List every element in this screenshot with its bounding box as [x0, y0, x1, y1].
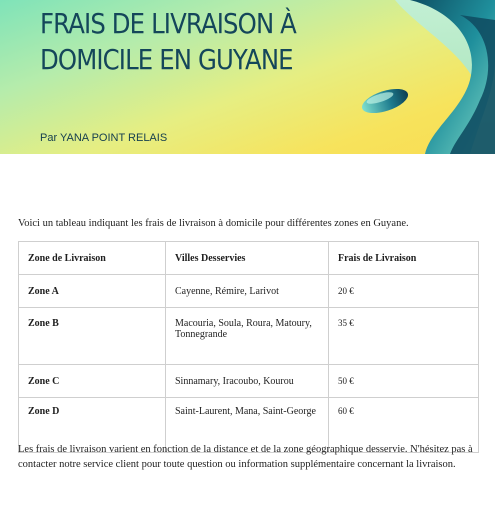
cities-cell: Cayenne, Rémire, Larivot [166, 275, 329, 308]
page-title-line-2: DOMICILE EN GUYANE [40, 43, 293, 76]
header-banner [0, 0, 495, 154]
cities-cell: Macouria, Soula, Roura, Matoury, Tonnegrande [166, 308, 329, 365]
zone-cell: Zone B [19, 308, 166, 365]
table-row [19, 365, 479, 398]
fee-cell: 35 € [329, 308, 479, 365]
fee-cell: 50 € [329, 365, 479, 398]
cities-cell: Saint-Laurent, Mana, Saint-George [166, 398, 329, 453]
header-cities: Villes Desservies [166, 242, 329, 275]
delivery-fees-table [18, 241, 479, 453]
cities-cell: Sinnamary, Iracoubo, Kourou [166, 365, 329, 398]
zone-cell: Zone C [19, 365, 166, 398]
page-title-line-1: FRAIS DE LIVRAISON À [40, 7, 296, 40]
page-title [40, 6, 327, 78]
author-byline: Par YANA POINT RELAIS [40, 132, 168, 144]
zone-cell: Zone A [19, 275, 166, 308]
header-fee: Frais de Livraison [329, 242, 479, 275]
table-row [19, 308, 479, 365]
table-header-row [19, 242, 479, 275]
zone-cell: Zone D [19, 398, 166, 453]
header-zone: Zone de Livraison [19, 242, 166, 275]
table-row [19, 275, 479, 308]
intro-paragraph: Voici un tableau indiquant les frais de livraison à domicile pour différentes zones en Guyane. [18, 218, 409, 229]
closing-paragraph: Les frais de livraison varient en fonction de la distance et de la zone géographique desservie. N'hésitez pas à contacter notre service client pour toute question ou information supplémentaire concernant la livraison. [18, 444, 473, 470]
fee-cell: 60 € [329, 398, 479, 453]
fee-cell: 20 € [329, 275, 479, 308]
